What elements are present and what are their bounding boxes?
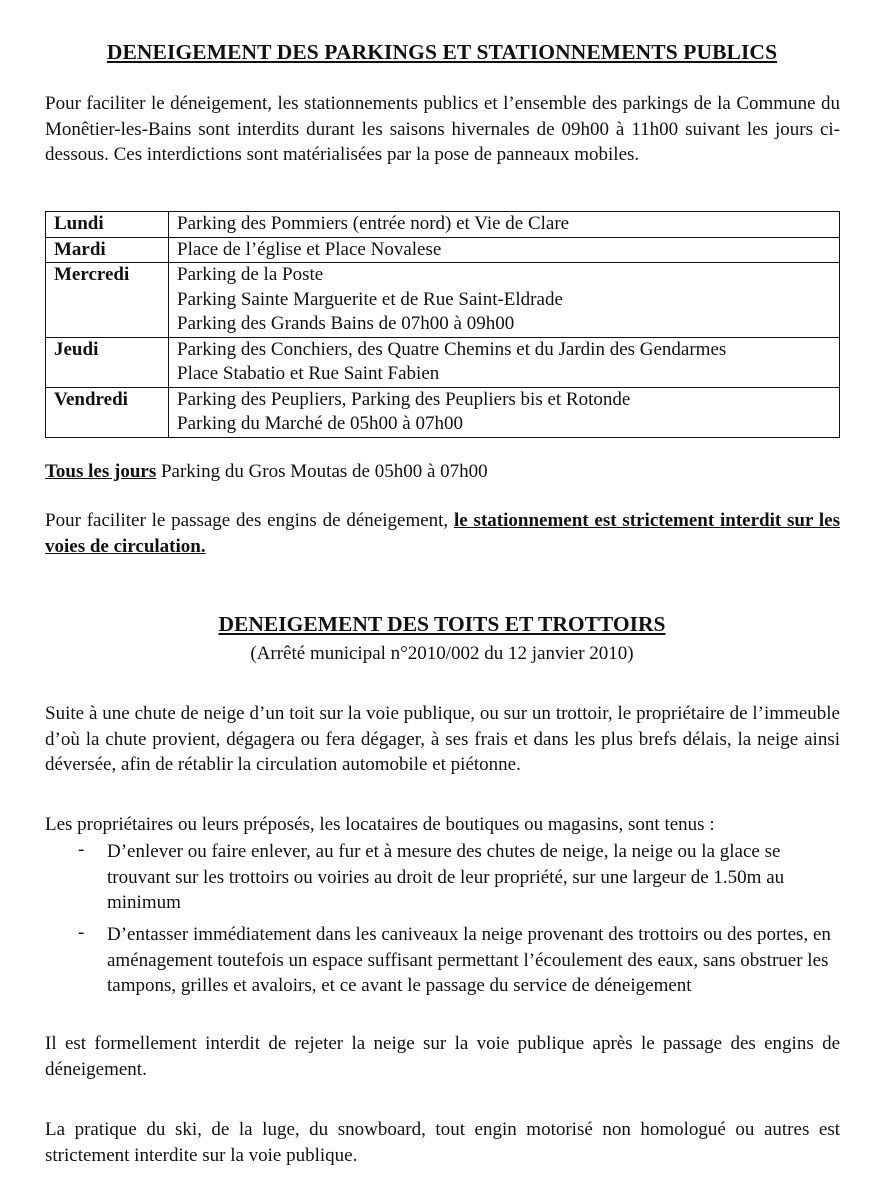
roof-snow-paragraph: Suite à une chute de neige d’un toit sur la voie publique, ou sur un trottoir, le propriétaire de l’immeuble d’où la chute provient, dégagera ou fera dégager, à ses frais et dans les plus brefs délais, la neige ainsi déversée, afin de rétablir la circulation automobile et piétonne. — [45, 703, 840, 775]
bullet-dash: - — [78, 922, 85, 943]
obligation-item: D’enlever ou faire enlever, au fur et à mesure des chutes de neige, la neige ou la glace se trouvant sur les trottoirs ou voiries au droit de leur propriété, sur une largeur de 1.50m au minimum — [107, 841, 785, 913]
locations-cell — [169, 263, 840, 338]
every-day-label: Tous les jours — [45, 461, 157, 482]
location-line: Parking des Conchiers, des Quatre Chemins et du Jardin des Gendarmes — [177, 338, 727, 360]
location-line: Parking des Pommiers (entrée nord) et Vie de Clare — [177, 213, 570, 234]
day-cell: Mardi — [46, 237, 169, 263]
location-line: Place Stabatio et Rue Saint Fabien — [177, 363, 440, 384]
day-cell: Vendredi — [46, 387, 169, 437]
every-day-text: Parking du Gros Moutas de 05h00 à 07h00 — [156, 461, 488, 482]
locations-cell — [169, 237, 840, 263]
location-line: Parking des Peupliers, Parking des Peupliers bis et Rotonde — [177, 388, 631, 410]
location-line: Parking Sainte Marguerite et de Rue Saint-Eldrade — [177, 288, 563, 310]
table-row — [46, 263, 840, 338]
day-cell: Mercredi — [46, 263, 169, 338]
table-row — [46, 212, 840, 238]
schedule-table — [45, 211, 840, 438]
location-line: Parking des Grands Bains de 07h00 à 09h00 — [177, 313, 515, 334]
obligations-intro: Les propriétaires ou leurs préposés, les locataires de boutiques ou magasins, sont tenus : — [45, 814, 715, 835]
location-line: Parking du Marché de 05h00 à 07h00 — [177, 413, 463, 434]
bullet-dash: - — [78, 839, 85, 860]
obligation-item: D’entasser immédiatement dans les caniveaux la neige provenant des trottoirs ou des portes, en aménagement toutefois un espace suffisant permettant l’écoulement des eaux, sans obstruer les tampons, grilles et avaloirs, et ce avant le passage du service de déneigement — [107, 924, 831, 996]
table-row — [46, 337, 840, 387]
ski-ban-paragraph: La pratique du ski, de la luge, du snowboard, tout engin motorisé non homologué ou autres est strictement interdite sur la voie publique. — [45, 1119, 840, 1166]
table-row — [46, 237, 840, 263]
table-row — [46, 387, 840, 437]
dumping-ban-paragraph: Il est formellement interdit de rejeter la neige sur la voie publique après le passage des engins de déneigement. — [45, 1033, 840, 1080]
every-day-note — [45, 459, 840, 485]
decree-reference: (Arrêté municipal n°2010/002 du 12 janvier 2010) — [250, 643, 634, 664]
location-line: Place de l’église et Place Novalese — [177, 238, 442, 260]
intro-paragraph: Pour faciliter le déneigement, les stationnements publics et l’ensemble des parkings de la Commune du Monêtier-les-Bains sont interdits durant les saisons hivernales de 09h00 à 11h00 suivant les jours ci-dessous. Ces interdictions sont matérialisées par la pose de panneaux mobiles. — [45, 93, 840, 165]
parking-ban-emphasis: le stationnement est strictement interdit sur les voies de circulation. — [45, 510, 840, 557]
section-title-parkings: DENEIGEMENT DES PARKINGS ET STATIONNEMENTS PUBLICS — [106, 40, 778, 64]
day-cell: Jeudi — [46, 337, 169, 387]
parking-ban-paragraph — [45, 508, 840, 559]
location-line: Parking de la Poste — [177, 264, 324, 285]
day-cell: Lundi — [46, 212, 169, 238]
locations-cell — [169, 387, 840, 437]
locations-cell — [169, 212, 840, 238]
parking-ban-text: Pour faciliter le passage des engins de déneigement, — [45, 510, 455, 531]
section-title-roofs: DENEIGEMENT DES TOITS ET TROTTOIRS — [218, 612, 666, 636]
locations-cell — [169, 337, 840, 387]
